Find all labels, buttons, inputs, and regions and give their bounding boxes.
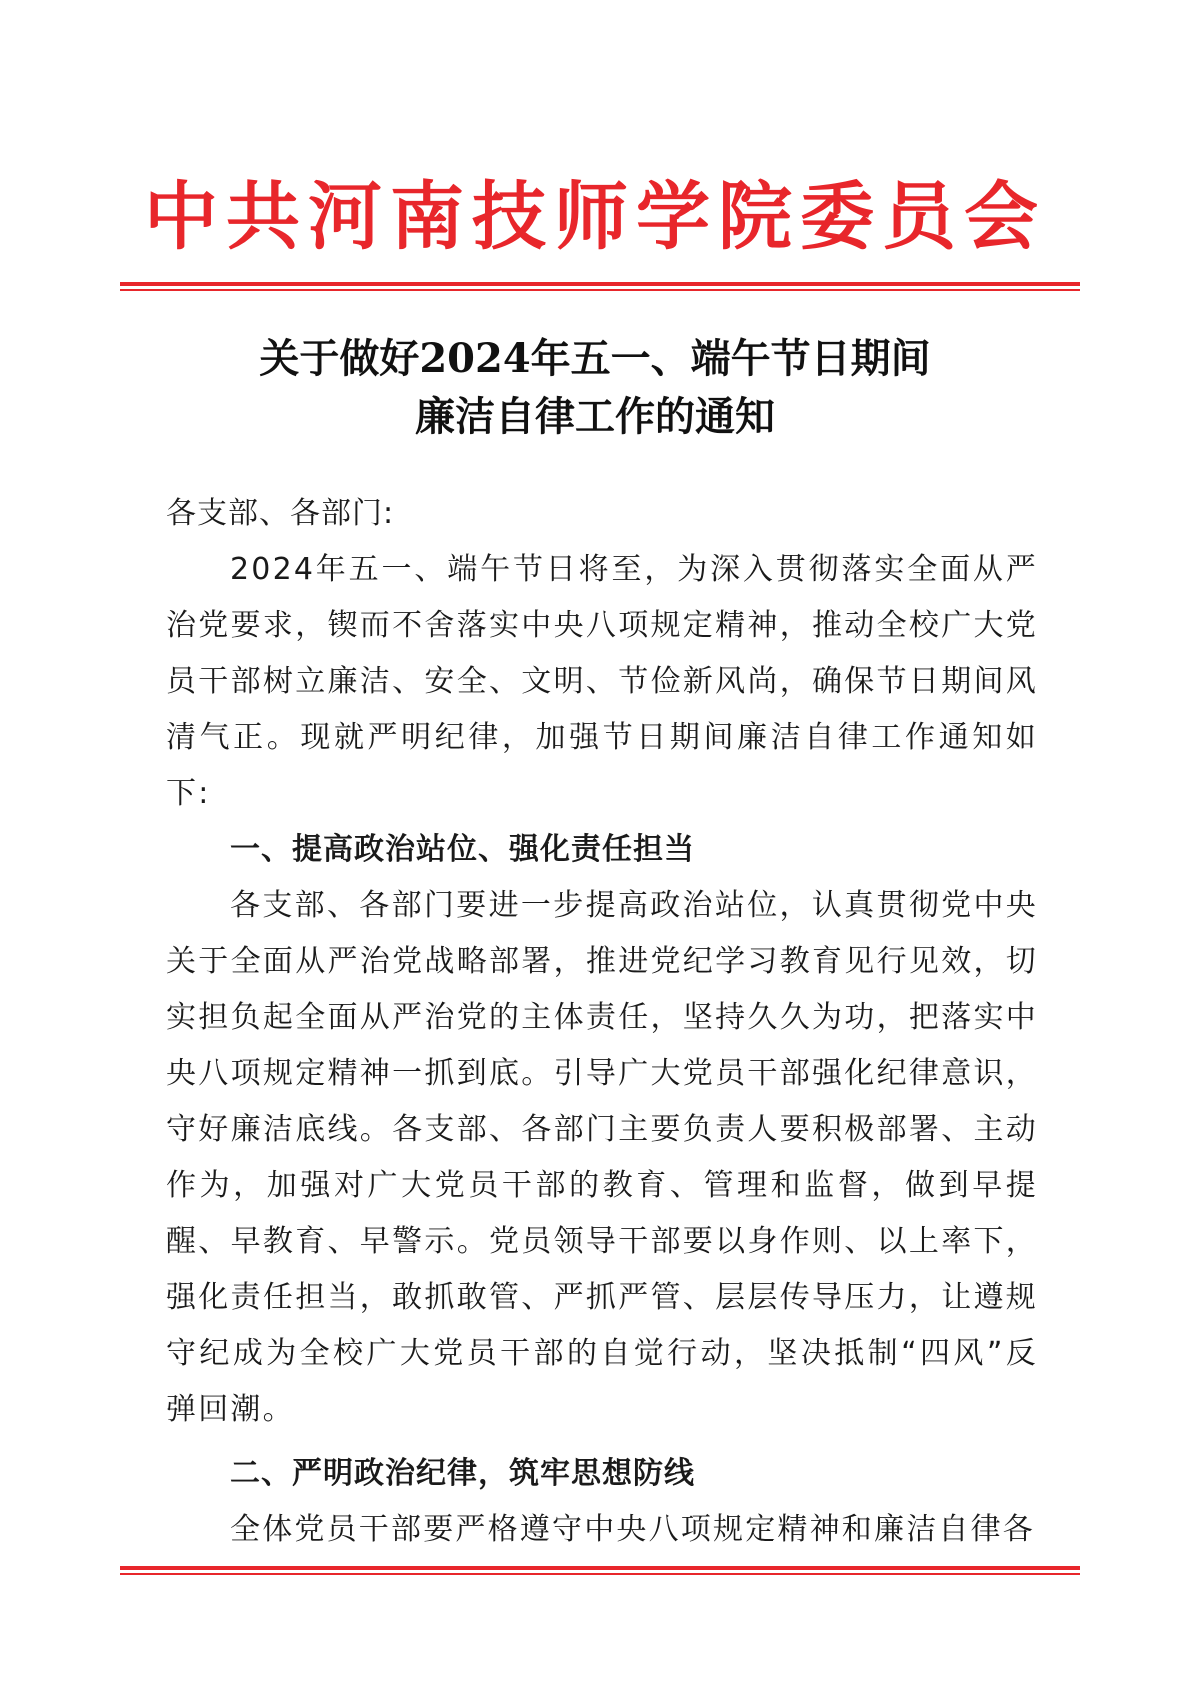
document-title-line1: 关于做好2024年五一、端午节日期间	[259, 335, 931, 382]
footer-red-rule	[120, 1566, 1080, 1575]
intro-paragraph: 2024年五一、端午节日将至，为深入贯彻落实全面从严治党要求，锲而不舍落实中央八项规定精神，推动全校广大党员干部树立廉洁、安全、文明、节俭新风尚，确保节日期间风清气正。现就严明纪律，加强节日期间廉洁自律工作通知如下:	[166, 552, 1038, 811]
document-body	[166, 486, 1038, 1558]
organization-header: 中共河南技师学院委员会	[144, 174, 1046, 260]
document-title	[0, 330, 1190, 446]
section-2-paragraph: 全体党员干部要严格遵守中央八项规定精神和廉洁自律各	[230, 1512, 1035, 1547]
header-rule-thin	[120, 289, 1080, 291]
header-rule-thick	[120, 282, 1080, 286]
header-red-rule	[120, 282, 1080, 291]
section-2-heading: 二、严明政治纪律，筑牢思想防线	[230, 1456, 695, 1491]
document-title-line2: 廉洁自律工作的通知	[415, 393, 775, 440]
salutation: 各支部、各部门:	[166, 496, 395, 531]
section-1-paragraph: 各支部、各部门要进一步提高政治站位，认真贯彻党中央关于全面从严治党战略部署，推进党纪学习教育见行见效，切实担负起全面从严治党的主体责任，坚持久久为功，把落实中央八项规定精神一抓到底。引导广大党员干部强化纪律意识，守好廉洁底线。各支部、各部门主要负责人要积极部署、主动作为，加强对广大党员干部的教育、管理和监督，做到早提醒、早教育、早警示。党员领导干部要以身作则、以上率下，强化责任担当，敢抓敢管、严抓严管、层层传导压力，让遵规守纪成为全校广大党员干部的自觉行动，坚决抵制“四风”反弹回潮。	[166, 888, 1038, 1427]
section-1-heading: 一、提高政治站位、强化责任担当	[230, 832, 695, 867]
footer-rule-thick	[120, 1566, 1080, 1570]
footer-rule-thin	[120, 1573, 1080, 1575]
